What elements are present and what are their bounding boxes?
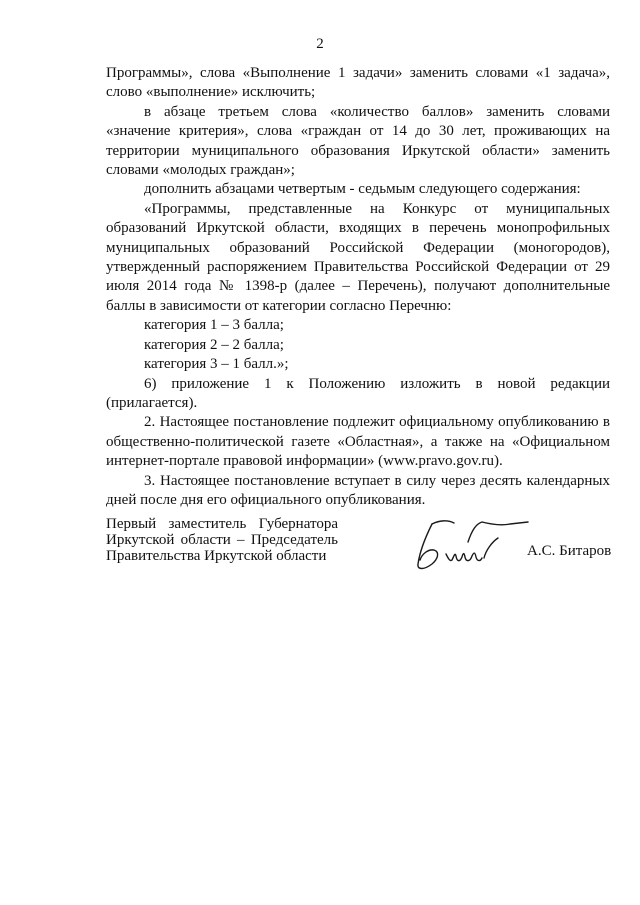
signer-title-line: Правительства Иркутской области <box>106 548 327 564</box>
signer-name: А.С. Битаров <box>527 543 612 559</box>
signer-title <box>106 516 338 564</box>
signer-title-line: Первый заместитель Губернатора <box>106 516 338 532</box>
page-number: 2 <box>316 36 324 52</box>
signer-title-line: Иркутской области – Председатель <box>106 532 338 548</box>
paragraph: в абзаце третьем слова «количество баллов» заменить словами «значение критерия», слова «граждан от 14 до 30 лет, проживающих на территории муниципального образования Иркутской области» заменить словами «молодых граждан»; <box>106 103 610 179</box>
handwritten-signature <box>402 512 532 576</box>
paragraph: 2. Настоящее постановление подлежит официальному опубликованию в общественно-политической газете «Областная», а также на «Официальном интернет-портале правовой информации» (www.pravo.gov.ru). <box>106 414 610 470</box>
paragraph: дополнить абзацами четвертым - седьмым следующего содержания: <box>144 181 581 198</box>
document-body <box>106 64 610 510</box>
list-item: категория 2 – 2 балла; <box>144 336 284 353</box>
list-item: категория 3 – 1 балл.»; <box>144 356 289 373</box>
paragraph: Программы», слова «Выполнение 1 задачи» заменить словами «1 задача», слово «выполнение» исключить; <box>106 65 610 101</box>
paragraph: 3. Настоящее постановление вступает в силу через десять календарных дней после дня его официального опубликования. <box>106 472 610 508</box>
paragraph: 6) приложение 1 к Положению изложить в новой редакции (прилагается). <box>106 375 610 411</box>
paragraph: «Программы, представленные на Конкурс от муниципальных образований Иркутской области, входящих в перечень монопрофильных муниципальных образований Российской Федерации (моногородов), утвержденный распоряжением Правительства Российской Федерации от 29 июля 2014 года № 1398-р (далее – Перечень), получают дополнительные баллы в зависимости от категории согласно Перечню: <box>106 200 610 314</box>
list-item: категория 1 – 3 балла; <box>144 317 284 334</box>
